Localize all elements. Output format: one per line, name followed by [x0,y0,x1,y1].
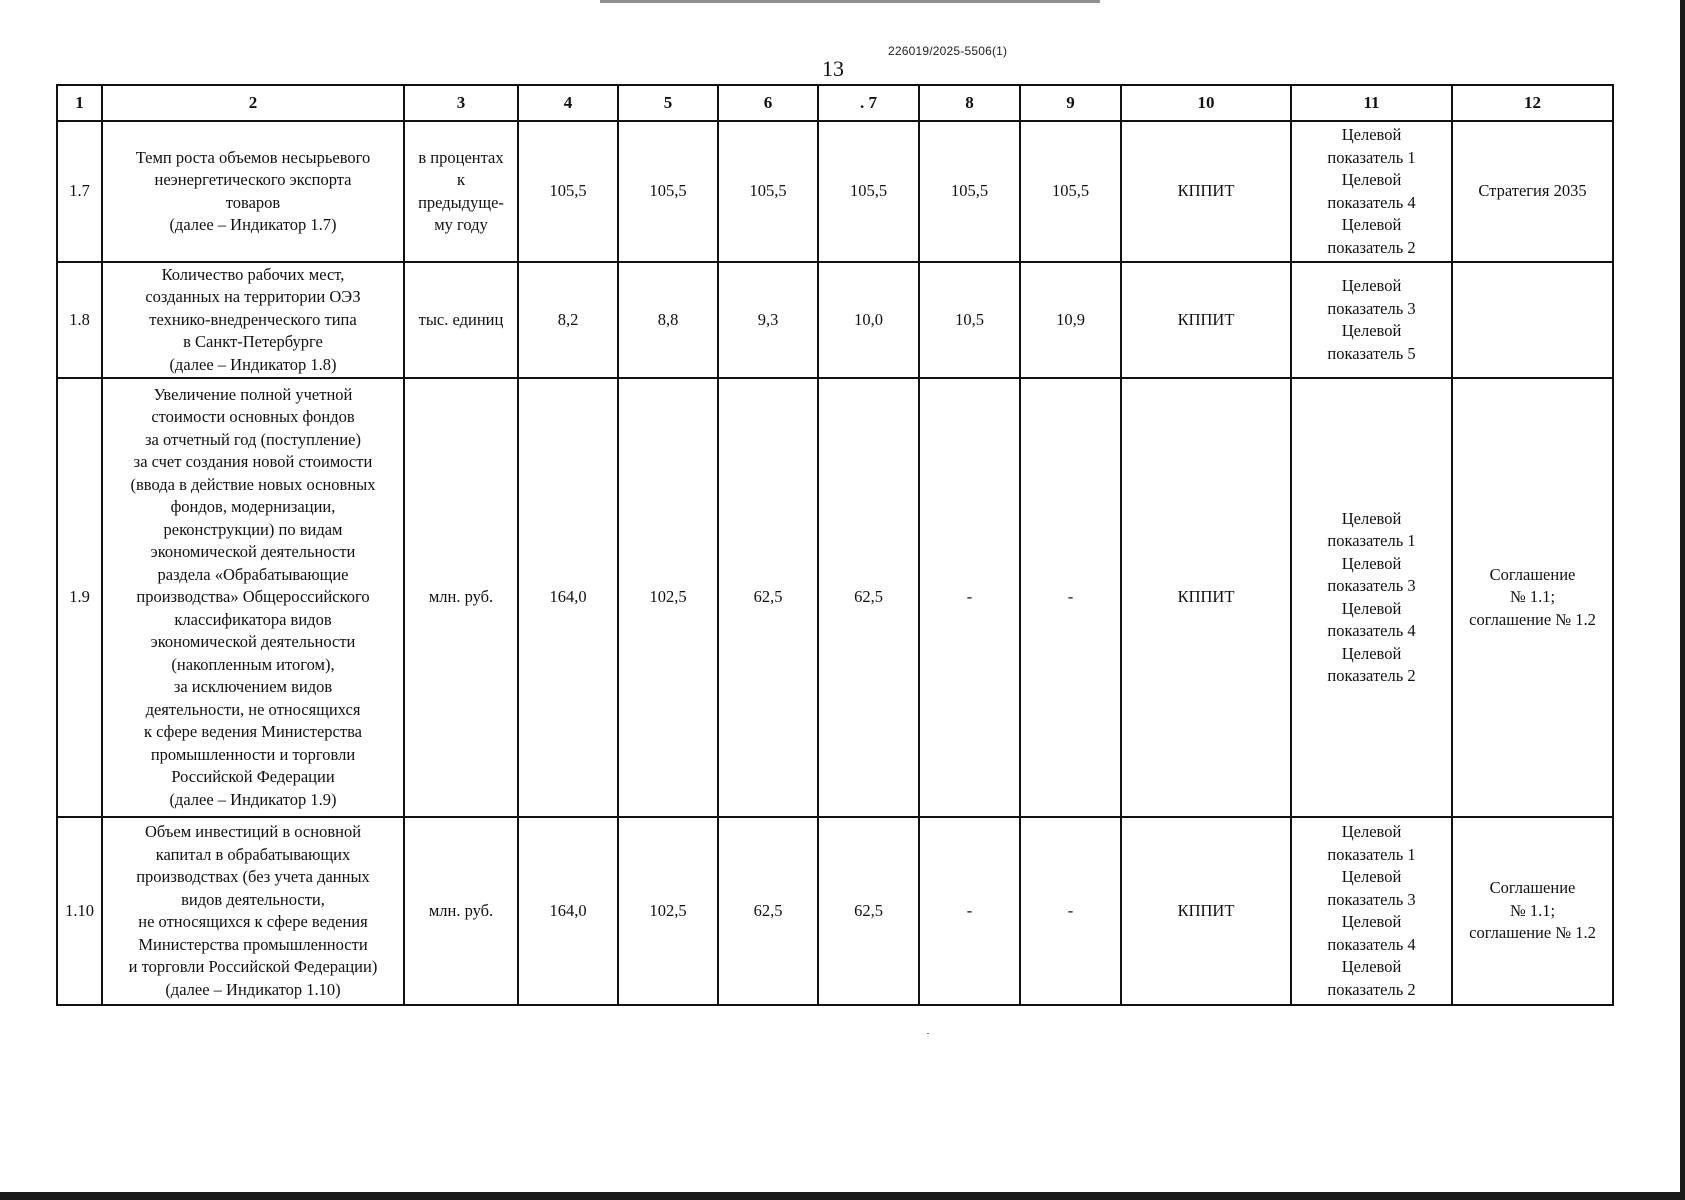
value-cell: 164,0 [518,378,618,817]
value-cell: 62,5 [818,817,919,1005]
value-cell: 9,3 [718,262,818,378]
source-cell: Стратегия 2035 [1452,121,1613,262]
source-cell: Соглашение № 1.1; соглашение № 1.2 [1452,378,1613,817]
unit-cell: в процентах к предыдуще- му году [404,121,518,262]
column-header-8: 8 [919,85,1020,121]
value-cell: 10,9 [1020,262,1121,378]
table-row [57,817,1613,1005]
value-cell: 10,5 [919,262,1020,378]
document-stamp: 226019/2025-5506(1) [888,44,1008,58]
scan-edge-right [1680,0,1685,1200]
source-cell: Соглашение № 1.1; соглашение № 1.2 [1452,817,1613,1005]
column-header-10: 10 [1121,85,1291,121]
header-row [57,85,1613,121]
value-cell: - [919,817,1020,1005]
value-cell: 10,0 [818,262,919,378]
value-cell: - [919,378,1020,817]
column-header-12: 12 [1452,85,1613,121]
value-cell: 102,5 [618,378,718,817]
table-row [57,378,1613,817]
value-cell: 105,5 [919,121,1020,262]
row-number: 1.10 [57,817,102,1005]
value-cell: 62,5 [818,378,919,817]
column-header-5: 5 [618,85,718,121]
column-header-1: 1 [57,85,102,121]
targets-cell: Целевой показатель 3 Целевой показатель 5 [1291,262,1452,378]
column-header-3: 3 [404,85,518,121]
value-cell: - [1020,817,1121,1005]
scan-artifact [600,0,1100,3]
responsible-cell: КППИТ [1121,378,1291,817]
indicator-name: Увеличение полной учетной стоимости основных фондов за отчетный год (поступление) за счет создания новой стоимости (ввода в действие новых основных фондов, модернизации, реконструкции) по видам экономической деятельности раздела «Обрабатывающие производства» Общероссийского классификатора видов экономической деятельности (накопленным итогом), за исключением видов деятельности, не относящихся к сфере ведения Министерства промышленности и торговли Российской Федерации (далее – Индикатор 1.9) [102,378,404,817]
value-cell: 105,5 [518,121,618,262]
scan-speck [927,1033,929,1034]
row-number: 1.9 [57,378,102,817]
source-cell [1452,262,1613,378]
responsible-cell: КППИТ [1121,262,1291,378]
value-cell: 8,2 [518,262,618,378]
value-cell: 105,5 [1020,121,1121,262]
unit-cell: млн. руб. [404,817,518,1005]
column-header-2: 2 [102,85,404,121]
column-header-4: 4 [518,85,618,121]
value-cell: 105,5 [718,121,818,262]
value-cell: 105,5 [818,121,919,262]
row-number: 1.7 [57,121,102,262]
indicator-name: Темп роста объемов несырьевого неэнергетического экспорта товаров (далее – Индикатор 1.7) [102,121,404,262]
unit-cell: млн. руб. [404,378,518,817]
targets-cell: Целевой показатель 1 Целевой показатель 3 Целевой показатель 4 Целевой показатель 2 [1291,817,1452,1005]
column-header-9: 9 [1020,85,1121,121]
indicator-name: Объем инвестиций в основной капитал в обрабатывающих производствах (без учета данных видов деятельности, не относящихся к сфере ведения Министерства промышленности и торговли Российской Федерации) (далее – Индикатор 1.10) [102,817,404,1005]
value-cell: - [1020,378,1121,817]
value-cell: 102,5 [618,817,718,1005]
column-header-7: . 7 [818,85,919,121]
targets-cell: Целевой показатель 1 Целевой показатель 3 Целевой показатель 4 Целевой показатель 2 [1291,378,1452,817]
value-cell: 105,5 [618,121,718,262]
value-cell: 62,5 [718,817,818,1005]
unit-cell: тыс. единиц [404,262,518,378]
value-cell: 8,8 [618,262,718,378]
responsible-cell: КППИТ [1121,817,1291,1005]
page-number: 13 [822,56,844,81]
value-cell: 62,5 [718,378,818,817]
scan-edge-bottom [0,1192,1685,1200]
targets-cell: Целевой показатель 1 Целевой показатель 4 Целевой показатель 2 [1291,121,1452,262]
indicator-name: Количество рабочих мест, созданных на территории ОЭЗ технико-внедренческого типа в Санкт-Петербурге (далее – Индикатор 1.8) [102,262,404,378]
value-cell: 164,0 [518,817,618,1005]
table-row [57,262,1613,378]
table-row [57,121,1613,262]
responsible-cell: КППИТ [1121,121,1291,262]
row-number: 1.8 [57,262,102,378]
indicators-table [56,84,1614,1006]
column-header-6: 6 [718,85,818,121]
column-header-11: 11 [1291,85,1452,121]
